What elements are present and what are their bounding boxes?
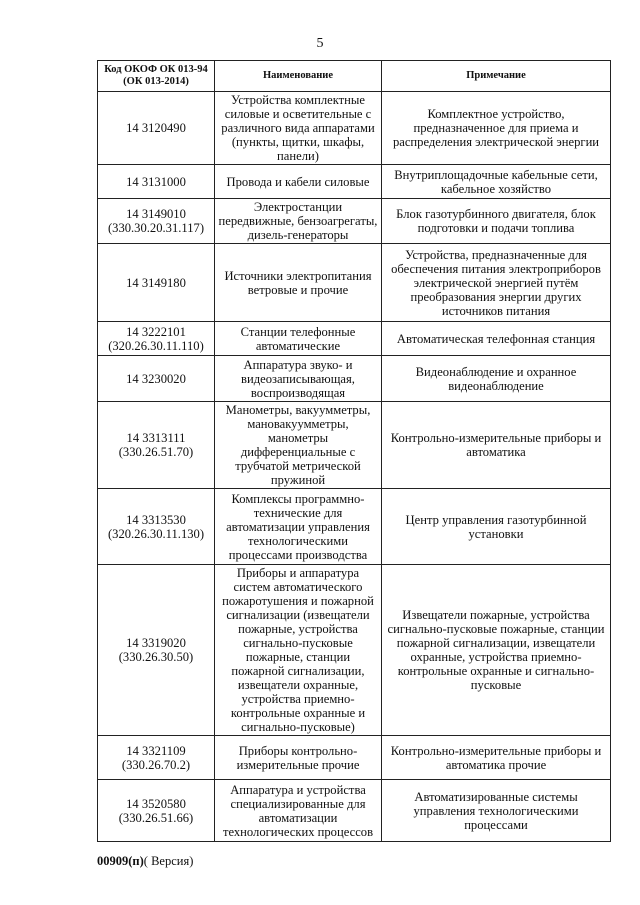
cell-name: Станции телефонные автоматические (215, 322, 382, 356)
cell-note: Контрольно-измерительные приборы и автоматика прочие (382, 736, 611, 780)
cell-note: Автоматизированные системы управления технологическими процессами (382, 780, 611, 842)
cell-name: Приборы и аппаратура систем автоматического пожаротушения и пожарной сигнализации (извещатели пожарные, устройства сигнально-пусковые пожарные, станции пожарной сигнализации, извещатели охранные, устройства приемно-контрольные охранные и сигнально-пусковые) (215, 565, 382, 736)
cell-name: Манометры, вакуумметры, мановакуумметры, манометры дифференциальные с трубчатой метрической пружиной (215, 402, 382, 489)
table-row (98, 736, 611, 780)
table-row (98, 244, 611, 322)
cell-name: Приборы контрольно-измерительные прочие (215, 736, 382, 780)
cell-note: Автоматическая телефонная станция (382, 322, 611, 356)
cell-code: 14 3149180 (98, 244, 215, 322)
cell-code: 14 3149010 (330.30.20.31.117) (98, 199, 215, 244)
cell-name: Аппаратура звуко- и видеозаписывающая, воспроизводящая (215, 356, 382, 402)
cell-name: Провода и кабели силовые (215, 165, 382, 199)
table-header-row (98, 61, 611, 92)
doc-version: ( Версия) (143, 854, 194, 868)
cell-note: Видеонаблюдение и охранное видеонаблюдение (382, 356, 611, 402)
cell-note: Внутриплощадочные кабельные сети, кабельное хозяйство (382, 165, 611, 199)
page-number: 5 (316, 36, 324, 51)
cell-note: Блок газотурбинного двигателя, блок подготовки и подачи топлива (382, 199, 611, 244)
cell-note: Устройства, предназначенные для обеспечения питания электроприборов электрической энергией путём преобразования энергии других источников питания (382, 244, 611, 322)
cell-name: Комплексы программно-технические для автоматизации управления технологическими процессами производства (215, 489, 382, 565)
cell-name: Устройства комплектные силовые и осветительные с различного вида аппаратами (пункты, щитки, шкафы, панели) (215, 92, 382, 165)
doc-number: 00909(п) (97, 854, 144, 868)
cell-note: Комплектное устройство, предназначенное для приема и распределения электрической энергии (382, 92, 611, 165)
cell-note: Контрольно-измерительные приборы и автоматика (382, 402, 611, 489)
table-row (98, 199, 611, 244)
table-row (98, 92, 611, 165)
header-code: Код ОКОФ ОК 013-94 (ОК 013-2014) (98, 61, 215, 92)
cell-name: Аппаратура и устройства специализированные для автоматизации технологических процессов (215, 780, 382, 842)
cell-code: 14 3520580 (330.26.51.66) (98, 780, 215, 842)
header-note: Примечание (382, 61, 611, 92)
document-footer (97, 854, 193, 869)
cell-name: Электростанции передвижные, бензоагрегаты, дизель-генераторы (215, 199, 382, 244)
okof-table (97, 60, 611, 842)
table-row (98, 780, 611, 842)
cell-code: 14 3230020 (98, 356, 215, 402)
cell-code: 14 3319020 (330.26.30.50) (98, 565, 215, 736)
cell-code: 14 3313111 (330.26.51.70) (98, 402, 215, 489)
header-name: Наименование (215, 61, 382, 92)
cell-code: 14 3120490 (98, 92, 215, 165)
table-row (98, 402, 611, 489)
table-row (98, 356, 611, 402)
table-row (98, 322, 611, 356)
cell-code: 14 3313530 (320.26.30.11.130) (98, 489, 215, 565)
table-row (98, 489, 611, 565)
cell-code: 14 3321109 (330.26.70.2) (98, 736, 215, 780)
cell-note: Извещатели пожарные, устройства сигнально-пусковые пожарные, станции пожарной сигнализации, извещатели охранные, устройства приемно-контрольные охранные и сигнально-пусковые (382, 565, 611, 736)
table-row (98, 565, 611, 736)
cell-code: 14 3131000 (98, 165, 215, 199)
cell-name: Источники электропитания ветровые и прочие (215, 244, 382, 322)
table-row (98, 165, 611, 199)
cell-note: Центр управления газотурбинной установки (382, 489, 611, 565)
cell-code: 14 3222101 (320.26.30.11.110) (98, 322, 215, 356)
